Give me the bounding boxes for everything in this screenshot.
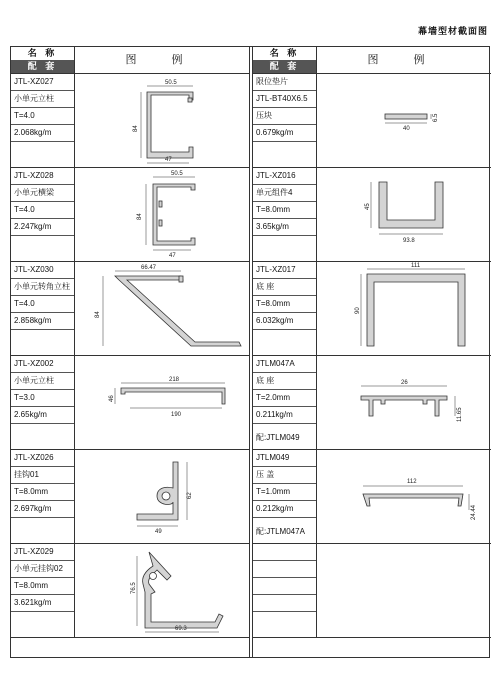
svg-text:69.3: 69.3 <box>175 626 187 632</box>
profile-name: 小单元横梁 <box>11 185 74 202</box>
profile-weight: 3.621kg/m <box>11 595 74 612</box>
profile-code: JTL-XZ002 <box>11 356 74 373</box>
svg-text:24.44: 24.44 <box>471 504 477 520</box>
svg-text:84: 84 <box>137 213 143 220</box>
right-header <box>253 47 491 74</box>
empty-cell <box>253 578 316 595</box>
profile-name: 压 盖 <box>253 467 316 484</box>
profile-code: JTL-XZ026 <box>11 450 74 467</box>
profile-code: JTL-XZ017 <box>253 262 316 279</box>
profile-weight: 2.068kg/m <box>11 125 74 142</box>
table-row <box>11 74 249 168</box>
profile-thickness: T=2.0mm <box>253 390 316 407</box>
table-row <box>253 262 491 356</box>
svg-text:218: 218 <box>169 377 180 383</box>
profile-name: 小单元立柱 <box>11 91 74 108</box>
profile-table <box>10 46 490 658</box>
profile-name: 底 座 <box>253 373 316 390</box>
svg-text:111: 111 <box>411 263 421 269</box>
profile-weight: 2.65kg/m <box>11 407 74 424</box>
profile-weight: 2.697kg/m <box>11 501 74 518</box>
right-column <box>252 47 491 657</box>
svg-text:47: 47 <box>169 253 176 259</box>
table-row <box>253 450 491 544</box>
left-header <box>11 47 249 74</box>
header-name: 名 称 <box>11 47 75 60</box>
svg-text:45: 45 <box>365 203 371 210</box>
svg-text:11.65: 11.65 <box>457 407 463 422</box>
profile-weight: 0.211kg/m <box>253 407 316 424</box>
table-row <box>11 168 249 262</box>
svg-text:84: 84 <box>95 311 101 318</box>
profile-thickness: T=4.0 <box>11 296 74 313</box>
profile-weight: 2.858kg/m <box>11 313 74 330</box>
profile-drawing <box>75 262 249 355</box>
profile-drawing <box>75 356 249 449</box>
profile-drawing <box>75 544 249 637</box>
profile-weight: 0.679kg/m <box>253 125 316 142</box>
profile-code: JTL-XZ027 <box>11 74 74 91</box>
profile-thickness: 压块 <box>253 108 316 125</box>
empty-drawing <box>317 544 491 637</box>
profile-mate: 配:JTLM049 <box>256 433 300 442</box>
profile-code: JTLM049 <box>253 450 316 467</box>
svg-text:76.5: 76.5 <box>131 582 137 594</box>
profile-weight: 2.247kg/m <box>11 219 74 236</box>
profile-thickness: T=8.0mm <box>11 578 74 595</box>
profile-name: 单元组件4 <box>253 185 316 202</box>
svg-text:190: 190 <box>171 412 182 418</box>
svg-text:112: 112 <box>407 479 417 485</box>
profile-name: 底 座 <box>253 279 316 296</box>
header-name: 名 称 <box>253 47 317 60</box>
header-set: 配 套 <box>11 60 75 73</box>
empty-cell <box>253 544 316 561</box>
profile-code: JTL-XZ029 <box>11 544 74 561</box>
profile-thickness: T=8.0mm <box>253 202 316 219</box>
profile-thickness: T=8.0mm <box>253 296 316 313</box>
profile-drawing <box>75 74 249 167</box>
profile-thickness: T=3.0 <box>11 390 74 407</box>
profile-thickness: T=4.0 <box>11 202 74 219</box>
profile-drawing <box>75 450 249 543</box>
table-row <box>11 544 249 638</box>
header-figure: 图 例 <box>125 54 199 66</box>
profile-mate: 配:JTLM047A <box>256 527 305 536</box>
svg-text:40: 40 <box>403 126 410 132</box>
table-row <box>11 356 249 450</box>
profile-drawing <box>317 450 491 543</box>
svg-text:47: 47 <box>165 157 172 163</box>
profile-weight: 0.212kg/m <box>253 501 316 518</box>
profile-thickness: T=8.0mm <box>11 484 74 501</box>
left-column <box>11 47 250 657</box>
svg-text:49: 49 <box>155 529 162 535</box>
profile-name: 小单元转角立柱 <box>11 279 74 296</box>
profile-thickness: T=1.0mm <box>253 484 316 501</box>
table-row <box>11 262 249 356</box>
profile-code: JTL-XZ028 <box>11 168 74 185</box>
svg-text:93.8: 93.8 <box>403 238 415 244</box>
table-row <box>253 74 491 168</box>
profile-weight: 3.65kg/m <box>253 219 316 236</box>
svg-text:26: 26 <box>401 380 408 386</box>
profile-drawing <box>317 168 491 261</box>
svg-text:50.5: 50.5 <box>171 171 183 177</box>
header-set: 配 套 <box>253 60 317 73</box>
svg-text:62: 62 <box>187 492 193 499</box>
profile-code: 限位垫片 <box>253 74 316 91</box>
profile-drawing <box>317 74 491 167</box>
profile-code: JTL-XZ016 <box>253 168 316 185</box>
empty-cell <box>253 561 316 578</box>
svg-text:46: 46 <box>109 395 115 402</box>
profile-drawing <box>75 168 249 261</box>
profile-code: JTL-XZ030 <box>11 262 74 279</box>
profile-name: JTL-BT40X6.5 <box>253 91 316 108</box>
profile-name: 小单元立柱 <box>11 373 74 390</box>
svg-text:6.5: 6.5 <box>433 113 439 122</box>
profile-weight: 6.032kg/m <box>253 313 316 330</box>
svg-text:90: 90 <box>355 307 361 314</box>
page-title: 幕墙型材截面图 <box>417 26 488 36</box>
table-row <box>253 356 491 450</box>
svg-text:50.5: 50.5 <box>165 80 177 86</box>
table-row <box>11 450 249 544</box>
profile-thickness: T=4.0 <box>11 108 74 125</box>
header-figure: 图 例 <box>367 54 441 66</box>
profile-code: JTLM047A <box>253 356 316 373</box>
profile-drawing <box>317 356 491 449</box>
table-row <box>253 544 491 638</box>
profile-drawing <box>317 262 491 355</box>
table-row <box>253 168 491 262</box>
empty-cell <box>253 595 316 612</box>
svg-text:84: 84 <box>133 125 139 132</box>
profile-name: 小单元挂钩02 <box>11 561 74 578</box>
profile-name: 挂钩01 <box>11 467 74 484</box>
svg-text:66.47: 66.47 <box>141 265 157 271</box>
